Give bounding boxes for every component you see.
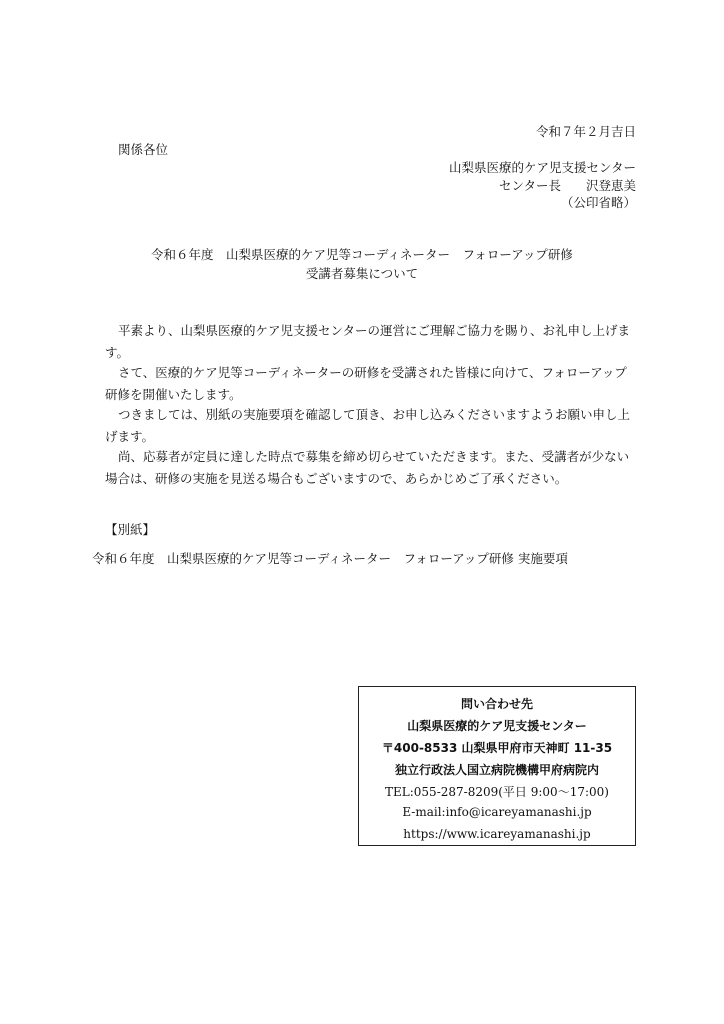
body-paragraph: 尚、応募者が定員に達した時点で募集を締め切らせていただきます。また、受講者が少ない場合は、研修の実施を見送る場合もございますので、あらかじめご了承ください。: [105, 449, 630, 486]
body-paragraph: 平素より、山梨県医療的ケア児支援センターの運営にご理解ご協力を賜り、お礼申し上げます。: [105, 323, 631, 360]
contact-website: https://www.icareyamanashi.jp: [403, 827, 591, 841]
contact-address: 〒400-8533 山梨県甲府市天神町 11-35: [381, 741, 613, 755]
contact-box: [358, 686, 636, 846]
contact-phone: TEL:055-287-8209(平日 9:00～17:00): [385, 785, 609, 799]
contact-email: E-mail:info@icareyamanashi.jp: [402, 805, 592, 819]
attachment-title: 令和６年度 山梨県医療的ケア児等コーディネーター フォローアップ研修 実施要項: [92, 551, 568, 566]
sender-name: センター長 沢登恵美: [498, 178, 636, 193]
attachment-label: 【別紙】: [105, 522, 156, 537]
sender-organization: 山梨県医療的ケア児支援センター: [448, 160, 636, 175]
document-title-line2: 受講者募集について: [305, 266, 419, 281]
body-paragraph: さて、医療的ケア児等コーディネーターの研修を受講された皆様に向けて、フォローアップ研修を開催いたします。: [105, 365, 627, 402]
recipients: 関係各位: [118, 142, 169, 157]
contact-heading: 問い合わせ先: [460, 697, 533, 711]
body-paragraph: つきましては、別紙の実施要項を確認して頂き、お申し込みくださいますようお願い申し上げます。: [105, 407, 631, 444]
contact-organization: 山梨県医療的ケア児支援センター: [407, 719, 587, 733]
document-title-line1: 令和６年度 山梨県医療的ケア児等コーディネーター フォローアップ研修: [151, 247, 573, 262]
contact-hospital: 独立行政法人国立病院機構甲府病院内: [394, 763, 599, 777]
document-date: 令和７年２月吉日: [535, 124, 636, 139]
seal-note: （公印省略）: [560, 195, 636, 210]
